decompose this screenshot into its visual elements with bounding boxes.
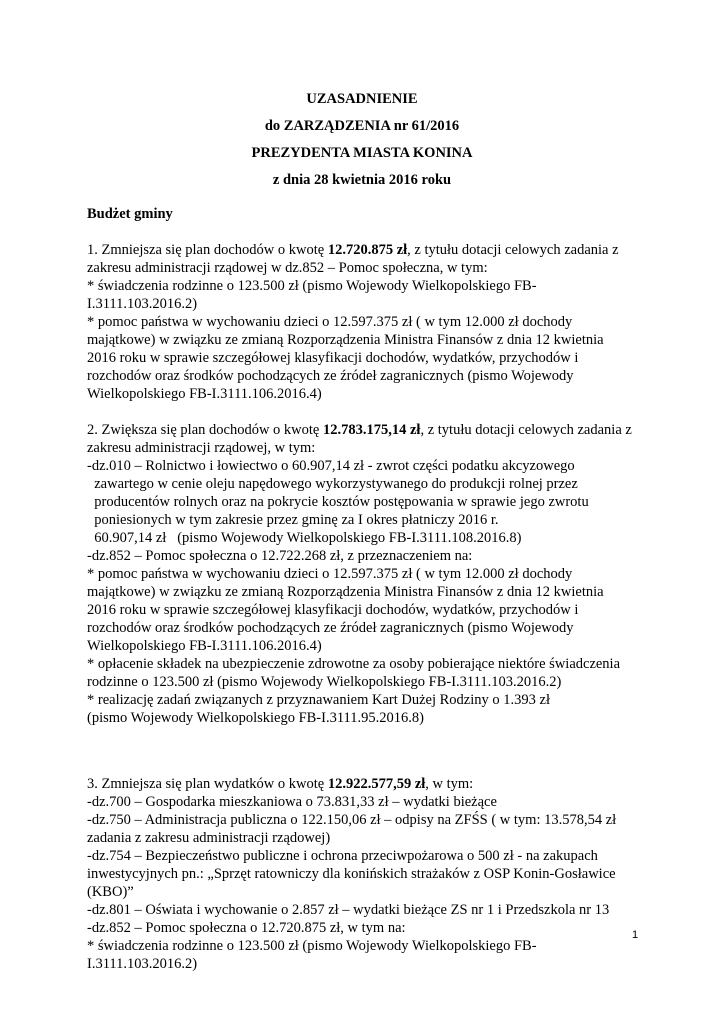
- section-1-post: , z tytułu dotacji celowych zadania z: [407, 242, 619, 258]
- section-2-amount: 12.783.175,14 zł: [322, 422, 421, 438]
- section-2-line: * realizację zadań związanych z przyznawaniem Kart Dużej Rodziny o 1.393 zł: [87, 692, 550, 708]
- section-3-line: I.3111.103.2016.2): [87, 956, 198, 972]
- section-2-line: * opłacenie składek na ubezpieczenie zdrowotne za osoby pobierające niektóre świadczenia: [87, 656, 621, 672]
- section-1: [87, 241, 662, 403]
- section-1-line: * pomoc państwa w wychowaniu dzieci o 12.597.375 zł ( w tym 12.000 zł dochody: [87, 314, 573, 330]
- title-line-2: do ZARZĄDZENIA nr 61/2016: [264, 118, 460, 134]
- section-3-line: zadania z zakresu administracji rządowej): [87, 830, 331, 846]
- section-1-line: rozchodów oraz środków pochodzących ze źródeł zagranicznych (pismo Wojewody: [87, 368, 574, 384]
- section-2-line: 60.907,14 zł (pismo Wojewody Wielkopolskiego FB-I.3111.108.2016.8): [87, 530, 522, 546]
- section-3: [87, 775, 662, 973]
- section-3-pre: 3. Zmniejsza się plan wydatków o kwotę: [87, 776, 328, 792]
- section-2-line: [87, 727, 662, 745]
- title-line-1: UZASADNIENIE: [306, 91, 418, 107]
- section-1-line: majątkowe) w związku ze zmianą Rozporządzenia Ministra Finansów z dnia 12 kwietnia: [87, 332, 604, 348]
- section-1-line: Wielkopolskiego FB-I.3111.106.2016.4): [87, 386, 322, 402]
- section-2-line: 2016 roku w sprawie szczegółowej klasyfikacji dochodów, wydatków, przychodów i: [87, 602, 579, 618]
- section-2-line: zawartego w cenie oleju napędowego wykorzystywanego do produkcji rolnej przez: [87, 476, 578, 492]
- section-3-intro: [87, 775, 662, 793]
- section-2-line: rodzinne o 123.500 zł (pismo Wojewody Wielkopolskiego FB-I.3111.103.2016.2): [87, 674, 562, 690]
- section-2-line: -dz.852 – Pomoc społeczna o 12.722.268 zł, z przeznaczeniem na:: [87, 548, 473, 564]
- section-2-line: Wielkopolskiego FB-I.3111.106.2016.4): [87, 638, 322, 654]
- section-3-line: -dz.801 – Oświata i wychowanie o 2.857 zł – wydatki bieżące ZS nr 1 i Przedszkola nr 13: [87, 902, 610, 918]
- section-1-line: 2016 roku w sprawie szczegółowej klasyfikacji dochodów, wydatków, przychodów i: [87, 350, 579, 366]
- section-3-line: -dz.750 – Administracja publiczna o 122.150,06 zł – odpisy na ZFŚS ( w tym: 13.578,54 zł: [87, 812, 617, 828]
- section-heading: Budżet gminy: [87, 206, 173, 222]
- section-1-intro: [87, 241, 662, 259]
- section-1-line: zakresu administracji rządowej w dz.852 – Pomoc społeczna, w tym:: [87, 260, 488, 276]
- document-title: [0, 86, 724, 194]
- section-2-line: * pomoc państwa w wychowaniu dzieci o 12.597.375 zł ( w tym 12.000 zł dochody: [87, 566, 573, 582]
- section-2-line: rozchodów oraz środków pochodzących ze źródeł zagranicznych (pismo Wojewody: [87, 620, 574, 636]
- section-1-line: I.3111.103.2016.2): [87, 296, 198, 312]
- section-1-amount: 12.720.875 zł: [327, 242, 408, 258]
- section-2-line: producentów rolnych oraz na pokrycie kosztów postępowania w sprawie jego zwrotu: [87, 494, 589, 510]
- section-3-line: * świadczenia rodzinne o 123.500 zł (pismo Wojewody Wielkopolskiego FB-: [87, 938, 537, 954]
- section-2-pre: 2. Zwiększa się plan dochodów o kwotę: [87, 422, 323, 438]
- section-3-post: , w tym:: [425, 776, 474, 792]
- section-3-amount: 12.922.577,59 zł: [327, 776, 426, 792]
- title-line-3: PREZYDENTA MIASTA KONINA: [251, 145, 473, 161]
- title-line-4: z dnia 28 kwietnia 2016 roku: [272, 172, 452, 188]
- section-3-line: inwestycyjnych pn.: „Sprzęt ratowniczy dla konińskich strażaków z OSP Konin-Gosławice: [87, 866, 616, 882]
- section-2-line: majątkowe) w związku ze zmianą Rozporządzenia Ministra Finansów z dnia 12 kwietnia: [87, 584, 604, 600]
- document-body: [87, 205, 662, 973]
- section-2-line: poniesionych w tym zakresie przez gminę za I okres płatniczy 2016 r.: [87, 512, 499, 528]
- section-1-pre: 1. Zmniejsza się plan dochodów o kwotę: [87, 242, 328, 258]
- section-3-line: -dz.754 – Bezpieczeństwo publiczne i ochrona przeciwpożarowa o 500 zł - na zakupach: [87, 848, 598, 864]
- section-2: [87, 421, 662, 745]
- section-2-intro: [87, 421, 662, 439]
- section-3-line: -dz.852 – Pomoc społeczna o 12.720.875 zł, w tym na:: [87, 920, 406, 936]
- section-2-line: (pismo Wojewody Wielkopolskiego FB-I.3111.95.2016.8): [87, 710, 424, 726]
- section-1-line: * świadczenia rodzinne o 123.500 zł (pismo Wojewody Wielkopolskiego FB-: [87, 278, 537, 294]
- section-2-post: , z tytułu dotacji celowych zadania z: [420, 422, 632, 438]
- section-2-line: -dz.010 – Rolnictwo i łowiectwo o 60.907,14 zł - zwrot części podatku akcyzowego: [87, 458, 575, 474]
- section-2-line: zakresu administracji rządowej, w tym:: [87, 440, 316, 456]
- section-3-line: (KBO)”: [87, 884, 134, 900]
- page-number: 1: [632, 929, 639, 941]
- section-3-line: -dz.700 – Gospodarka mieszkaniowa o 73.831,33 zł – wydatki bieżące: [87, 794, 497, 810]
